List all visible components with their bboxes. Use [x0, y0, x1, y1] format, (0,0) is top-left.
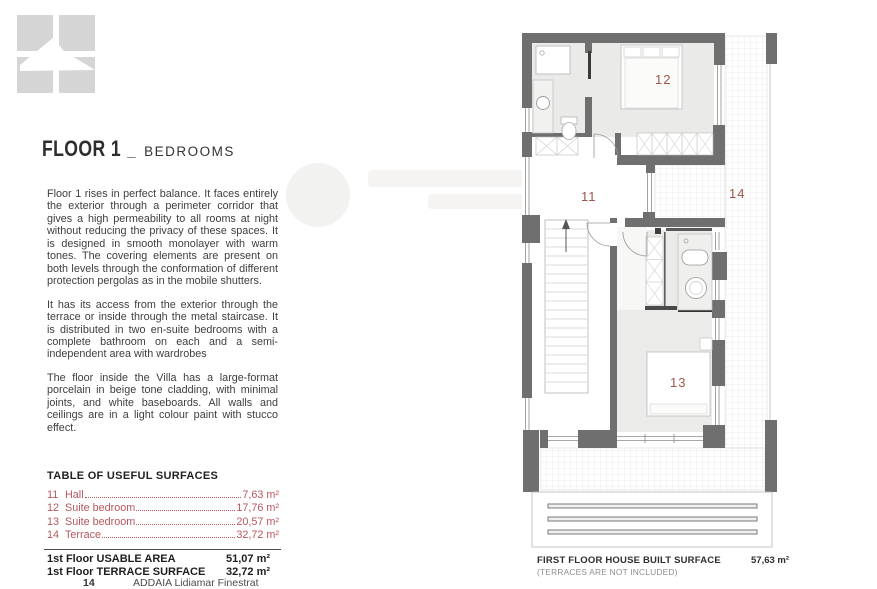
total-row: [47, 553, 279, 566]
brand-logo-icon: [16, 14, 96, 94]
pergola-louvers: [532, 492, 772, 547]
dotted-leader: [136, 524, 235, 525]
room-area: 17,76 m²: [236, 502, 279, 515]
page-title: [42, 136, 235, 162]
room-label-terrace: 14: [729, 186, 746, 201]
bathroom-door-leaf: [588, 51, 591, 79]
room-name: Hall: [65, 489, 84, 501]
description-paragraph: Floor 1 rises in perfect balance. It faces entirely the exterior through a perimeter corridor that gives a high permeability to all rooms at night without reducing the privacy of these spaces. It is designed in smooth monolayer with warm tones. The covering elements are present on both levels through the conformation of different protection pergolas as in the mobile shutters.: [47, 188, 278, 288]
washbasin-2: [686, 278, 707, 299]
washbasin: [537, 97, 550, 110]
table-row: [47, 489, 279, 502]
plan-caption-note: (TERRACES ARE NOT INCLUDED): [537, 567, 678, 577]
page-title-section: BEDROOMS: [144, 144, 235, 159]
watermark-logo: [286, 163, 350, 227]
staircase: [545, 219, 588, 393]
total-value: 32,72 m²: [226, 565, 271, 578]
dotted-leader: [85, 497, 242, 498]
room-name: Terrace: [65, 529, 102, 542]
page-number: 14: [83, 577, 95, 589]
dotted-leader: [136, 510, 235, 511]
room-number: 11: [47, 489, 59, 501]
plan-caption-value: 57,63 m²: [751, 555, 790, 566]
table-row: [47, 516, 279, 529]
table-row: [47, 502, 279, 515]
surfaces-table: [47, 470, 279, 579]
room-label-suite-13: 13: [670, 375, 687, 390]
floor-plan-drawing: [505, 25, 805, 560]
surfaces-table-heading: TABLE OF USEFUL SURFACES: [47, 470, 219, 482]
table-divider: [44, 549, 281, 550]
plan-caption-label: FIRST FLOOR HOUSE BUILT SURFACE: [537, 555, 721, 566]
total-label: 1st Floor USABLE AREA: [47, 552, 176, 565]
project-name: ADDAIA Lidiamar Finestrat: [133, 577, 259, 589]
page-title-floor: FLOOR 1: [42, 136, 122, 161]
room-area: 20,57 m²: [236, 515, 279, 528]
room-number: 12: [47, 502, 60, 515]
room-name: Suite bedroom: [65, 515, 136, 528]
room-number: 14: [47, 529, 60, 542]
room-label-hall: 11: [581, 189, 597, 204]
shower-tray: [536, 46, 570, 74]
toilet: [562, 123, 576, 140]
room-area: 7,63 m²: [242, 489, 279, 501]
bathtub-sink: [682, 250, 708, 265]
dotted-leader: [102, 537, 235, 538]
description-column: [47, 188, 278, 445]
room-label-suite-12: 12: [655, 72, 672, 87]
room-number: 13: [47, 515, 60, 528]
room-name: Suite bedroom: [65, 502, 136, 515]
description-paragraph: The floor inside the Villa has a large-format porcelain in beige tone cladding, with minimal joints, and white baseboards. All walls and ceilings are in a light colour paint with stucco effect.: [47, 371, 278, 434]
description-paragraph: It has its access from the exterior through the terrace or inside through the metal staircase. It is distributed in two en-suite bedrooms with a complete bathroom on each and a semi-independent area with wardrobes: [47, 298, 278, 361]
room-area: 32,72 m²: [236, 529, 279, 542]
total-label: 1st Floor TERRACE SURFACE: [47, 565, 206, 578]
page-title-separator: _: [127, 143, 136, 160]
table-row: [47, 529, 279, 542]
floor-plan: [505, 25, 805, 560]
page-footer: [83, 577, 259, 589]
total-value: 51,07 m²: [226, 552, 271, 565]
